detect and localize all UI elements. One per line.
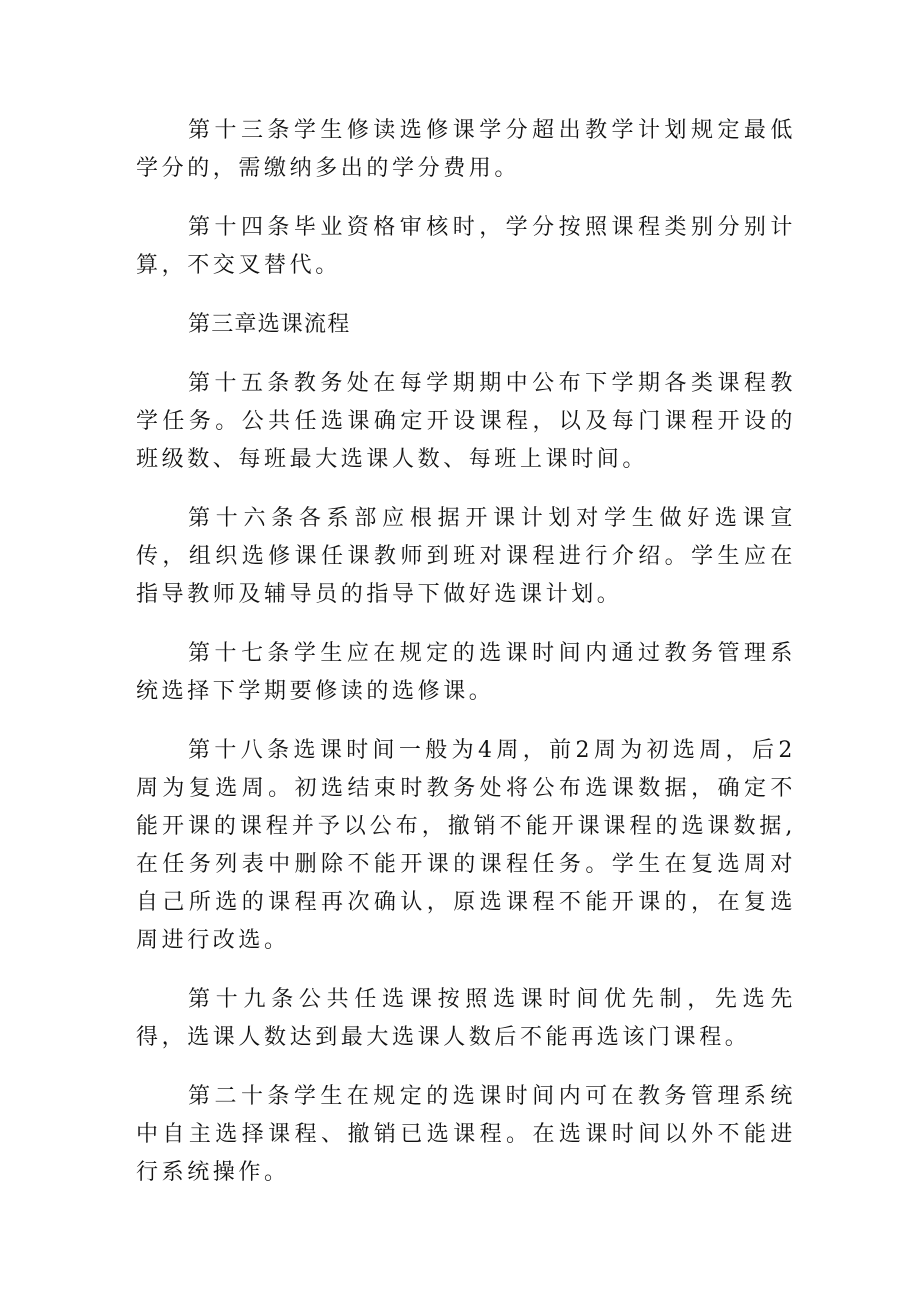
paragraph-article-17: 第十七条学生应在规定的选课时间内通过教务管理系统选择下学期要修读的选修课。 — [136, 641, 796, 704]
paragraph-article-19: 第十九条公共任选课按照选课时间优先制，先选先得，选课人数达到最大选课人数后不能再选该门课程。 — [136, 987, 796, 1050]
chapter-heading: 第三章选课流程 — [188, 312, 351, 337]
paragraph-article-18: 第十八条选课时间一般为4周，前2周为初选周，后2周为复选周。初选结束时教务处将公布选课数据，确定不能开课的课程并予以公布，撤销不能开课课程的选课数据,在任务列表中删除不能开课的课程任务。学生在复选周对自己所选的课程再次确认，原选课程不能开课的，在复选周进行改选。 — [136, 738, 796, 953]
paragraph-article-13: 第十三条学生修读选修课学分超出教学计划规定最低学分的，需缴纳多出的学分费用。 — [136, 118, 796, 181]
paragraph-article-20: 第二十条学生在规定的选课时间内可在教务管理系统中自主选择课程、撤销已选课程。在选课时间以外不能进行系统操作。 — [136, 1084, 796, 1185]
paragraph-article-14: 第十四条毕业资格审核时，学分按照课程类别分别计算，不交叉替代。 — [136, 215, 796, 278]
document-page — [136, 112, 796, 1213]
paragraph-article-16: 第十六条各系部应根据开课计划对学生做好选课宣传，组织选修课任课教师到班对课程进行介绍。学生应在指导教师及辅导员的指导下做好选课计划。 — [136, 506, 796, 607]
paragraph-article-15: 第十五条教务处在每学期期中公布下学期各类课程教学任务。公共任选课确定开设课程，以及每门课程开设的班级数、每班最大选课人数、每班上课时间。 — [136, 371, 796, 472]
